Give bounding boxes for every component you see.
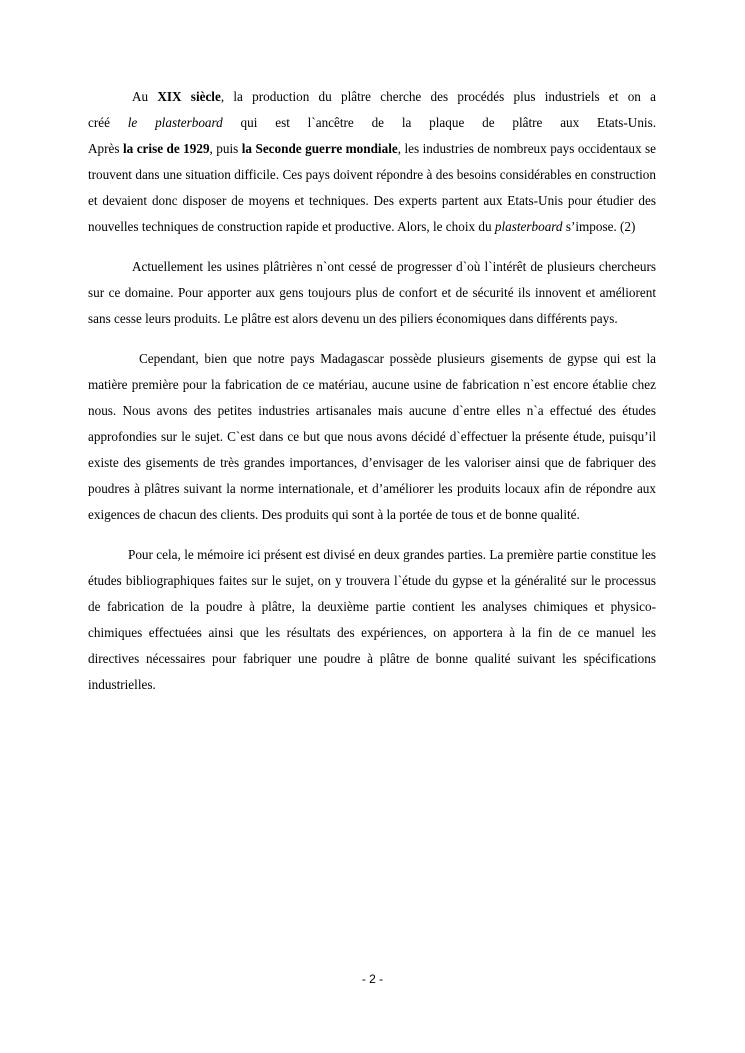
paragraph-structure: Pour cela, le mémoire ici présent est divisé en deux grandes parties. La première partie constitue les études bibliographiques faites sur le sujet, on y trouvera l`étude du gypse et la généralité sur le processus de fabrication de la poudre à plâtre, la deuxième partie contient les analyses chimiques et physico-chimiques effectuées ainsi que les résultats des expériences, on apportera à la fin de ce manuel les directives nécessaires pour fabriquer une poudre à plâtre de bonne qualité suivant les spécifications industrielles. xyxy=(88,547,656,692)
text-segment: , les industries de nombreux pays occidentaux se trouvent dans une situation difficile. Ces pays doivent répondre à des besoins considérables en construction et devaient donc disposer de moyens et techniques. Des experts partent aux Etats-Unis pour étudier des nouvelles techniques de construction rapide et productive. Alors, le choix du xyxy=(88,141,657,234)
bold-term-xix-siecle: XIX siècle xyxy=(157,89,221,104)
paragraph-intro-line-2 xyxy=(88,110,656,136)
text-segment: qui est l`ancêtre de la plaque de plâtre aux Etats-Unis. xyxy=(222,115,657,130)
paragraph-intro xyxy=(88,84,656,240)
page-number: - 2 - xyxy=(361,972,384,986)
document-body xyxy=(88,84,656,698)
text-segment: créé xyxy=(88,115,128,130)
text-segment: , puis xyxy=(209,141,242,156)
bold-term-crise-1929: la crise de 1929 xyxy=(122,141,210,156)
text-segment: s’impose. (2) xyxy=(562,219,636,234)
paragraph-current-state: Actuellement les usines plâtrières n`ont cessé de progresser d`où l`intérêt de plusieurs chercheurs sur ce domaine. Pour apporter aux gens toujours plus de confort et de sécurité ils innovent et améliorent sans cesse leurs produits. Le plâtre est alors devenu un des piliers économiques dans différents pays. xyxy=(88,259,656,326)
bold-term-seconde-guerre: la Seconde guerre mondiale xyxy=(241,141,398,156)
text-segment: Après xyxy=(88,141,123,156)
paragraph-madagascar: Cependant, bien que notre pays Madagascar possède plusieurs gisements de gypse qui est la matière première pour la fabrication de ce matériau, aucune usine de fabrication n`est encore établie chez nous. Nous avons des petites industries artisanales mais aucune d`entre elles n`a effectué des études approfondies sur le sujet. C`est dans ce but que nous avons décidé d`effectuer la présente étude, puisqu’il existe des gisements de très grandes importances, d’envisager de les valoriser ainsi que de fabriquer des poudres à plâtres suivant la norme internationale, et d’améliorer les produits locaux afin de répondre aux exigences de chacun des clients. Des produits qui sont à la portée de tous et de bonne qualité. xyxy=(88,351,656,522)
italic-term-plasterboard: le plasterboard xyxy=(127,115,223,130)
paragraph-intro-rest xyxy=(88,136,656,240)
text-segment: , la production du plâtre cherche des procédés plus industriels et on a xyxy=(220,89,656,104)
paragraph-intro-line-1 xyxy=(88,84,656,110)
text-segment: Au xyxy=(132,89,158,104)
italic-term-plasterboard: plasterboard xyxy=(494,219,563,234)
